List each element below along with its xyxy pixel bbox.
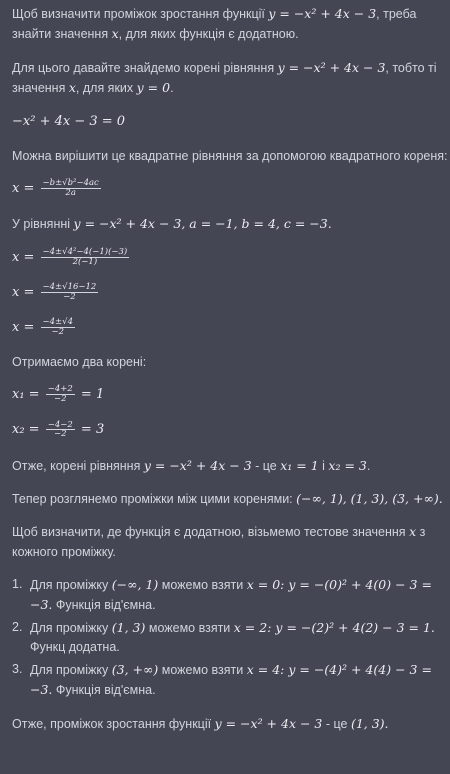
math-calc: : y = −(4)² + 4(4) − 3 = −3. (30, 661, 432, 697)
equation-root-1 (12, 385, 450, 405)
math-x-value: x = 4 (246, 661, 281, 677)
math-interval: (1, 3) (111, 619, 146, 635)
text: Для проміжку (30, 578, 109, 593)
text: . (366, 458, 371, 473)
paragraph-roots (12, 58, 450, 99)
list-number: 3. (12, 661, 23, 676)
text: можемо взяти (161, 662, 244, 677)
equation-formula (12, 179, 450, 199)
math-function: y = −x² + 4x − 3 (268, 6, 377, 21)
text: Отже, проміжок зростання функції (12, 717, 212, 732)
paragraph-conclusion (12, 714, 450, 734)
text: - це (255, 458, 277, 473)
fraction (41, 318, 75, 337)
result-text: Функція від'ємна. (55, 682, 156, 697)
eq-rhs: = 1 (80, 387, 105, 403)
math-x-value: x = 0 (246, 577, 281, 593)
math-root-1: x₁ = 1 (280, 457, 319, 473)
equation-quadratic: −x² + 4x − 3 = 0 (12, 113, 126, 129)
equation-substitute (12, 248, 450, 268)
eq-lhs: x = (12, 181, 35, 197)
math-x: x (68, 80, 76, 96)
text: з кожного проміжку. (12, 525, 426, 559)
result-text: Функц додатна. (30, 640, 120, 655)
fraction (41, 283, 99, 302)
math-interval: (−∞, 1) (111, 577, 159, 593)
math-x: x (409, 524, 417, 540)
denominator: −2 (63, 291, 76, 302)
paragraph-two-roots: Отримаємо два корені: (12, 354, 147, 369)
paragraph-method: Можна вирішити це квадратне рівняння за допомогою квадратного кореня: (12, 148, 448, 163)
paragraph-intro (12, 4, 450, 45)
math-calc: : y = −(0)² + 4(0) − 3 = −3. (30, 577, 432, 613)
text: , тобто ті значення (12, 60, 437, 96)
text: Щоб визначити, де функція є додатною, візьмемо тестове значення (12, 525, 406, 540)
equation-root-2 (12, 420, 450, 440)
result-text: Функція від'ємна. (55, 598, 156, 613)
text: Для проміжку (30, 620, 109, 635)
eq-lhs: x = (12, 319, 35, 335)
text: , треба знайти значення (12, 7, 417, 42)
paragraph-coefficients (12, 214, 450, 234)
list-item (12, 660, 450, 701)
denominator: −2 (53, 429, 67, 440)
text: - це (325, 717, 348, 732)
text: можемо взяти (148, 620, 231, 635)
numerator: −4+2 (47, 384, 73, 395)
equation-simplify (12, 283, 450, 303)
text: Тепер розглянемо проміжки між цими коренями: (12, 491, 293, 506)
fraction (46, 385, 75, 404)
paragraph-test-values (12, 522, 450, 562)
paragraph-roots-summary (12, 456, 450, 476)
eq-lhs: x₁ = (12, 387, 40, 403)
text: Для проміжку (30, 662, 109, 677)
text: можемо взяти (161, 578, 244, 593)
math-function: y = −x² + 4x − 3 (214, 716, 323, 732)
interval-list (12, 575, 450, 700)
denominator: 2(−1) (72, 256, 98, 267)
fraction (41, 248, 130, 267)
eq-lhs: x₂ = (12, 422, 40, 438)
numerator: −4±√16−12 (42, 281, 97, 292)
text: Отже, корені рівняння (12, 458, 141, 473)
equation-sqrt (12, 318, 450, 338)
list-number: 2. (12, 619, 23, 634)
text: . (170, 81, 174, 96)
fraction (46, 421, 75, 440)
denominator: −2 (53, 394, 67, 405)
list-item (12, 575, 450, 616)
paragraph-intervals (12, 489, 450, 509)
numerator: −4±√4 (42, 316, 73, 327)
text: Щоб визначити проміжок зростання функції (12, 7, 265, 21)
math-x: x (111, 26, 119, 42)
text: , для яких функція є додатною. (118, 27, 299, 42)
math-function: y = −x² + 4x − 3 (277, 59, 386, 75)
eq-lhs: x = (12, 249, 35, 265)
denominator: 2a (65, 188, 76, 199)
math-coefficients: y = −x² + 4x − 3, a = −1, b = 4, c = −3. (73, 216, 332, 232)
math-intervals: (−∞, 1), (1, 3), (3, +∞). (296, 490, 443, 506)
text: Для цього давайте знайдемо корені рівняння (12, 60, 275, 75)
math-x-value: x = 2 (233, 619, 268, 635)
text: , для яких (75, 81, 134, 96)
math-interval: (3, +∞) (111, 661, 159, 677)
numerator: −4±√4²−4(−1)(−3) (42, 246, 128, 257)
math-y-zero: y = 0 (136, 80, 171, 96)
math-function: y = −x² + 4x − 3 (143, 457, 252, 473)
list-item (12, 618, 450, 658)
numerator: −4−2 (47, 419, 73, 430)
denominator: −2 (51, 326, 64, 337)
list-number: 1. (12, 577, 23, 592)
fraction (41, 179, 101, 198)
eq-lhs: x = (12, 284, 35, 300)
eq-rhs: = 3 (80, 422, 105, 438)
math-calc: : y = −(2)² + 4(2) − 3 = 1. (267, 619, 435, 635)
math-interval: (1, 3). (350, 716, 389, 732)
text: У рівнянні (12, 217, 71, 232)
math-root-2: x₂ = 3 (328, 457, 367, 473)
numerator: −b±√b²−4ac (42, 178, 99, 189)
text: і (322, 458, 325, 473)
